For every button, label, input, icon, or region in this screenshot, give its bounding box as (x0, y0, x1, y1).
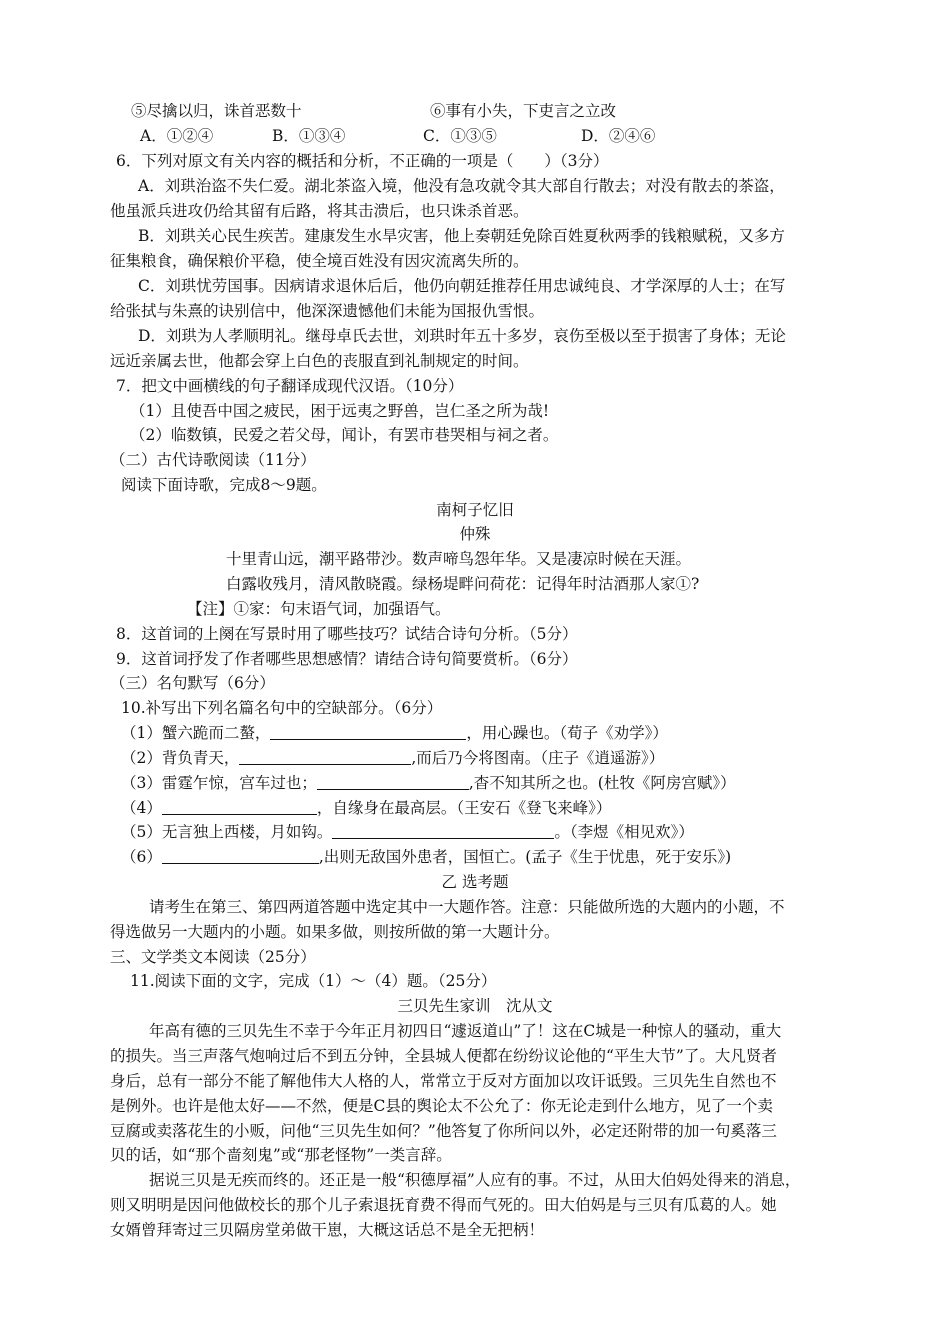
q5-choice-b: B．①③④ (272, 127, 346, 145)
q6-option-a-line2: 他虽派兵进攻仍给其留有后路，将其击溃后，也只诛杀首恶。 (110, 202, 529, 220)
q6-option-b-line2: 征集粮食，确保粮价平稳，使全境百姓没有因灾流离失所的。 (110, 252, 529, 270)
answer-blank[interactable] (317, 773, 469, 790)
answer-blank[interactable] (332, 822, 554, 839)
poem-title: 南柯子忆旧 (436, 501, 514, 519)
q7-sentence-2: （2）临数镇，民爱之若父母，闻讣，有罢市巷哭相与祠之者。 (130, 426, 559, 444)
poem-author: 仲殊 (459, 525, 491, 543)
section-literary-title: 三、文学类文本阅读（25分） (110, 948, 316, 966)
q5-options-line (0, 100, 950, 122)
article-paragraph-1-line: 是例外。也许是他太好——不然，便是C县的舆论太不公允了：你无论走到什么地方，见了一个卖 (110, 1097, 773, 1115)
q9: 9．这首词抒发了作者哪些思想感情？请结合诗句简要赏析。（6分） (116, 650, 578, 668)
answer-blank[interactable] (162, 798, 317, 815)
q10-item-5: （5）无言独上西楼，月如钩。 。（李煜《相见欢》） (121, 823, 694, 841)
q7-stem: 7．把文中画横线的句子翻译成现代汉语。（10分） (116, 377, 464, 395)
q5-option-6: ⑥事有小失，下吏言之立改 (430, 102, 617, 120)
q10-item-2: （2）背负青天， ,而后乃今将图南。（庄子《逍遥游》） (121, 749, 665, 767)
poem-note: 【注】①家：句末语气词，加强语气。 (187, 600, 451, 618)
q6-option-c-line2: 给张拭与朱熹的诀别信中，他深深遗憾他们未能为国报仇雪恨。 (110, 302, 545, 320)
q10-item-1: （1）蟹六跪而二螯， ，用心躁也。（荀子《劝学》） (121, 724, 668, 742)
q5-choice-a: A．①②④ (140, 127, 214, 145)
q10-item-4: （4） ，自缘身在最高层。（王安石《登飞来峰》） (121, 799, 612, 817)
article-paragraph-2-line: 则又明明是因问他做校长的那个儿子索退抚育费不得而气死的。田大伯妈是与三贝有瓜葛的人。她 (110, 1196, 777, 1214)
q6-option-d-line2: 远近亲属去世，他都会穿上白色的丧服直到礼制规定的时间。 (110, 352, 529, 370)
q6-option-c-line1: C．刘珙忧劳国事。因病请求退休后后，他仍向朝廷推荐任用忠诚纯良、才学深厚的人士；在写 (138, 277, 786, 295)
section-poetry-title: （二）古代诗歌阅读（11分） (110, 451, 316, 469)
q5-option-5: ⑤尽擒以归，诛首恶数十 (131, 102, 302, 120)
article-paragraph-1-line: 贝的话，如“那个啬刻鬼”或“那老怪物”一类言辞。 (110, 1146, 452, 1164)
section-poetry-intro: 阅读下面诗歌，完成8～9题。 (121, 476, 327, 494)
q6-option-b-line1: B．刘珙关心民生疾苦。建康发生水旱灾害，他上奏朝廷免除百姓夏秋两季的钱粮赋税，又多方 (138, 227, 785, 245)
part-b-title: 乙 选考题 (441, 873, 509, 891)
answer-blank[interactable] (239, 748, 411, 765)
q6-option-d-line1: D．刘珙为人孝顺明礼。继母卓氏去世，刘珙时年五十多岁，哀伤至极以至于损害了身体；无论 (138, 327, 786, 345)
q10-item-6: （6） ,出则无敌国外患者，国恒亡。(孟子《生于忧患，死于安乐》) (121, 848, 732, 866)
q10-item-3: （3）雷霆乍惊，宫车过也； ,杳不知其所之也。(杜牧《阿房宫赋》） (121, 774, 736, 792)
part-b-instruction-line1: 请考生在第三、第四两道答题中选定其中一大题作答。注意：只能做所选的大题内的小题，不 (149, 898, 785, 916)
part-b-instruction-line2: 得选做另一大题内的小题。如果多做，则按所做的第一大题计分。 (110, 923, 560, 941)
q8: 8．这首词的上阕在写景时用了哪些技巧？试结合诗句分析。（5分） (116, 625, 578, 643)
q6-option-a-line1: A．刘珙治盗不失仁爱。湖北茶盗入境，他没有急攻就令其大部自行散去；对没有散去的茶盗， (138, 177, 785, 195)
article-paragraph-1-line: 的损失。当三声落气炮响过后不到五分钟，全县城人便都在纷纷议论他的“平生大节”了。大凡贤者 (110, 1047, 777, 1065)
poem-line-2: 白露收残月，清风散晓霞。绿杨堤畔问荷花：记得年时沽酒那人家①? (226, 575, 700, 593)
q5-choice-c: C．①③⑤ (423, 127, 497, 145)
article-paragraph-1-line: 年高有德的三贝先生不幸于今年正月初四日“遽返道山”了！这在C城是一种惊人的骚动，重大 (149, 1022, 782, 1040)
article-paragraph-1-line: 豆腐或卖落花生的小贩，问他“三贝先生如何？”他答复了你所问以外，必定还附带的加一句奚落三 (110, 1122, 777, 1140)
article-title: 三贝先生家训 沈从文 (397, 997, 553, 1015)
q5-choices (0, 125, 950, 147)
q11-stem: 11.阅读下面的文字，完成（1）～（4）题。（25分） (130, 972, 497, 990)
article-paragraph-2-line: 女婿曾拜寄过三贝隔房堂弟做干崽，大概这话总不是全无把柄！ (110, 1221, 545, 1239)
section-quotes-title: （三）名句默写（6分） (110, 674, 275, 692)
answer-blank[interactable] (162, 847, 319, 864)
q6-stem: 6．下列对原文有关内容的概括和分析，不正确的一项是（ ）（3分） (116, 152, 609, 170)
answer-blank[interactable] (270, 723, 466, 740)
q7-sentence-1: （1）且使吾中国之疲民，困于远夷之野兽，岂仁圣之所为哉! (130, 402, 550, 420)
q10-stem: 10.补写出下列名篇名句中的空缺部分。（6分） (121, 699, 443, 717)
poem-line-1: 十里青山远，潮平路带沙。数声啼鸟怨年华。又是凄凉时候在天涯。 (226, 550, 692, 568)
q5-choice-d: D．②④⑥ (581, 127, 656, 145)
article-paragraph-1-line: 身后，总有一部分不能了解他伟大人格的人，常常立于反对方面加以攻讦诋毁。三贝先生自然也不 (110, 1072, 777, 1090)
article-paragraph-2-line: 据说三贝是无疾而终的。还正是一般“积德厚福”人应有的事。不过，从田大伯妈处得来的消息， (149, 1171, 801, 1189)
